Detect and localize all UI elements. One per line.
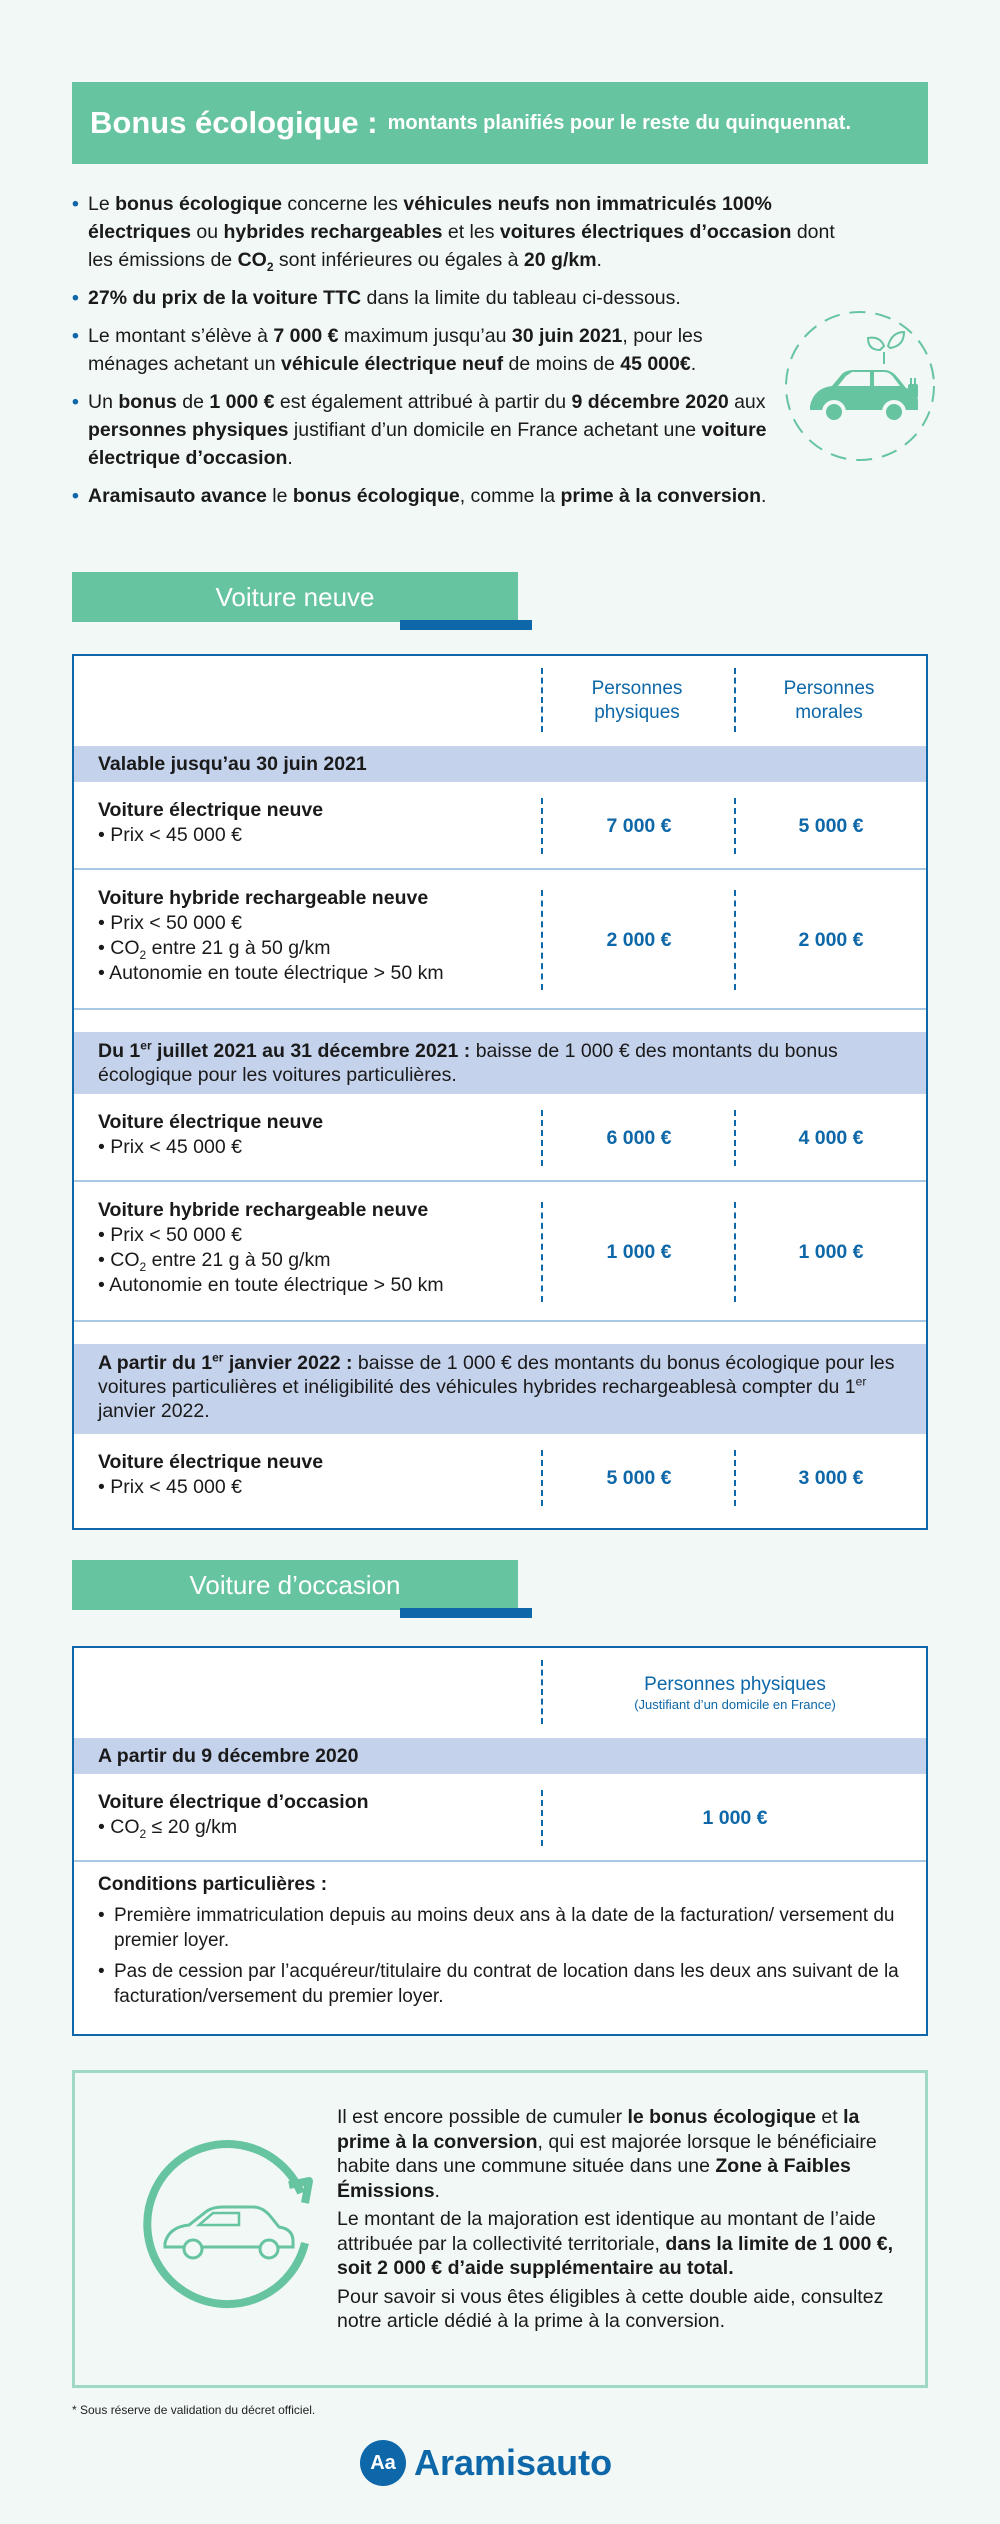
page-title: Bonus écologique :: [90, 105, 378, 140]
value-physical: 1 000 €: [606, 1240, 672, 1263]
condition-item: • Première immatriculation depuis au moins deux ans à la date de la facturation/ versement du premier loyer.: [98, 1903, 902, 1953]
value-physical: 5 000 €: [606, 1466, 672, 1489]
new-car-table: [72, 654, 928, 1530]
conditions: [74, 1862, 926, 2029]
eco-car-icon: [780, 306, 940, 466]
table-row: [74, 782, 926, 870]
row-label: Voiture électrique neuve • Prix < 45 000 €: [98, 799, 324, 846]
col-moral: Personnes morales: [783, 678, 875, 723]
section-title: Voiture d’occasion: [72, 1560, 518, 1610]
table-row: [74, 1774, 926, 1862]
table-row: [74, 1434, 926, 1522]
divider: [541, 1450, 543, 1506]
cumul-paragraph-3: Pour savoir si vous êtes éligibles à cette double aide, consultez notre article dédié à la prime à la conversion.: [337, 2285, 884, 2332]
conditions-title: Conditions particulières :: [98, 1874, 328, 1895]
period-band: A partir du 9 décembre 2020: [74, 1738, 926, 1774]
divider: [541, 1202, 543, 1302]
table-row: [74, 1182, 926, 1322]
row-label: Voiture électrique d’occasion • $CO_2 \le 20$ g/km: [98, 1791, 369, 1841]
row-label: Voiture électrique neuve • Prix < 45 000 €: [98, 1451, 324, 1498]
value-moral: 4 000 €: [798, 1126, 864, 1149]
section-underline: [400, 620, 532, 630]
divider: [541, 798, 543, 854]
intro-bullet-3: • Le montant s’élève à 7 000 € maximum jusqu’au 30 juin 2021, pour les ménages achetant un véhicule électrique neuf de moins de 45 000€.: [72, 322, 712, 378]
value-physical: 2 000 €: [606, 928, 672, 951]
cumul-paragraph-2: Le montant de la majoration est identique au montant de l’aide attribuée par la collectivité territoriale, dans la limite de 1 000 €, soit 2 000 € d’aide supplémentaire au total.: [337, 2208, 894, 2279]
col-physical: [544, 1648, 926, 1738]
value-moral: 5 000 €: [798, 814, 864, 837]
cumul-paragraph-1: Il est encore possible de cumuler le bonus écologique et la prime à la conversion, qui est majorée lorsque le bénéficiaire habite dans une commune située dans une Zone à Faibles Émissions.: [337, 2106, 877, 2202]
page-subtitle: montants planifiés pour le reste du quinquennat.: [387, 111, 851, 134]
divider: [541, 1790, 543, 1846]
condition-item: • Pas de cession par l’acquéreur/titulaire du contrat de location dans les deux ans suivant de la facturation/versement du premier loyer.: [98, 1959, 902, 2009]
section-title: Voiture neuve: [72, 572, 518, 622]
section-tab-new-car: [72, 572, 532, 632]
intro-bullet-4: • Un bonus de 1 000 € est également attribué à partir du 9 décembre 2020 aux personnes physiques justifiant d’un domicile en France achetant une voiture électrique d’occasion.: [72, 388, 772, 472]
intro-bullet-1: • Le bonus écologique concerne les véhicules neufs non immatriculés 100% électriques ou hybrides rechargeables et les voitures électriques d’occasion dont les émissions de $CO_2$ sont inférieures ou égales à 20 g/km.: [72, 190, 842, 274]
period-band-1: Valable jusqu’au 30 juin 2021: [74, 746, 926, 782]
value-moral: 2 000 €: [798, 928, 864, 951]
table-row: [74, 1094, 926, 1182]
period-band-3: A partir du 1er janvier 2022 : baisse de 1 000 € des montants du bonus écologique pour les voitures particulières et inéligibilité des véhicules hybrides rechargeablesà compter du 1er janvier 2022.: [74, 1344, 926, 1434]
intro-bullets: [72, 190, 852, 520]
table-header: [74, 1648, 926, 1738]
row-label: Voiture électrique neuve • Prix < 45 000 €: [98, 1111, 324, 1158]
row-label: Voiture hybride rechargeable neuve • Prix < 50 000 € • $CO_2$ entre 21 g à 50 g/km • Autonomie en toute électrique > 50 km: [98, 887, 444, 984]
row-label: Voiture hybride rechargeable neuve • Prix < 50 000 € • $CO_2$ entre 21 g à 50 g/km • Autonomie en toute électrique > 50 km: [98, 1199, 444, 1296]
value-moral: 3 000 €: [798, 1466, 864, 1489]
cumul-text: [337, 2105, 897, 2338]
col-physical-note: (Justifiant d’un domicile en France): [634, 1697, 836, 1712]
value-moral: 1 000 €: [798, 1240, 864, 1263]
used-car-table: [72, 1646, 928, 2036]
section-underline: [400, 1608, 532, 1618]
col-physical-label: Personnes physiques: [644, 1674, 826, 1695]
section-tab-used-car: [72, 1560, 532, 1620]
logo-name: Aramisauto: [414, 2442, 613, 2483]
table-row: [74, 870, 926, 1010]
table-header: [74, 656, 926, 746]
value-physical: 6 000 €: [606, 1126, 672, 1149]
period-band-2: Du 1er juillet 2021 au 31 décembre 2021 : baisse de 1 000 € des montants du bonus écologique pour les voitures particulières.: [74, 1032, 926, 1094]
divider: [541, 1110, 543, 1166]
intro-bullet-2: • 27% du prix de la voiture TTC dans la limite du tableau ci-dessous.: [72, 284, 852, 312]
conversion-car-icon: [129, 2123, 329, 2313]
value-physical: 1 000 €: [702, 1806, 768, 1829]
footnote: * Sous réserve de validation du décret officiel.: [72, 2403, 316, 2417]
divider: [541, 890, 543, 990]
value-physical: 7 000 €: [606, 814, 672, 837]
intro-bullet-5: • Aramisauto avance le bonus écologique, comme la prime à la conversion.: [72, 482, 852, 510]
cumul-info-box: [72, 2070, 928, 2388]
col-physical: Personnes physiques: [591, 678, 683, 723]
logo-mark: Aa: [360, 2440, 406, 2486]
title-banner: [72, 82, 928, 164]
spacer: [74, 1322, 926, 1344]
spacer: [74, 1010, 926, 1032]
brand-logo[interactable]: [360, 2435, 612, 2491]
